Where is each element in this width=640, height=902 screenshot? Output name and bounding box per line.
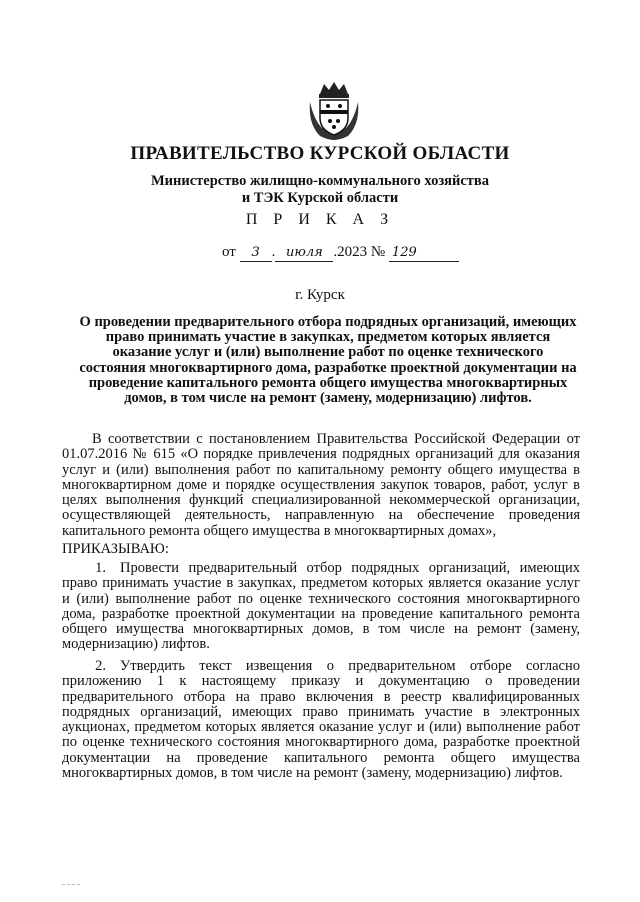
city: г. Курск xyxy=(295,287,345,303)
date-year: .2023 xyxy=(333,244,368,260)
item-text: Провести предварительный отбор подрядных организаций, имеющих право принимать участие в закупках, предметом которых является оказание услуг и (или) выполнение работ по оценке технического состояния многоквартирного дома, разработке проектной документации на проведение капитального ремонта общего имущества многоквартирных домов, в том числе на ремонт (замену, модернизацию) лифтов. xyxy=(62,560,580,653)
date-number-line xyxy=(222,244,459,262)
date-separator: . xyxy=(271,244,276,260)
page-footer-mark xyxy=(62,884,80,885)
handwritten-month: июля xyxy=(275,245,333,262)
document-title: О проведении предварительного отбора подрядных организаций, имеющих право принимать участие в закупках, предметом которых является оказание услуг и (или) выполнение работ по оценке технического состояния многоквартирного дома, разработке проектной документации на проведение капитального ремонта общего имущества многоквартирных домов, в том числе на ремонт (замену, модернизацию) лифтов. xyxy=(79,314,577,407)
order-word: ПРИКАЗЫВАЮ: xyxy=(62,541,169,557)
handwritten-number: 129 xyxy=(389,245,459,262)
item-number: 2. xyxy=(95,658,106,674)
document-type: П Р И К А З xyxy=(245,211,395,228)
government-name: ПРАВИТЕЛЬСТВО КУРСКОЙ ОБЛАСТИ xyxy=(130,143,510,164)
item-text: Утвердить текст извещения о предварительном отборе согласно приложению 1 к настоящему приказу и документацию о проведении предварительного отбора на право включения в реестр квалифицированных подрядных организаций, имеющих право принимать участие в электронных аукционах, предметом которых является оказание услуг и (или) выполнение работ по оценке технического состояния многоквартирного дома, разработке проектной документации на проведение капитального ремонта общего имущества многоквартирных домов, в том числе на ремонт (замену, модернизацию) лифтов. xyxy=(62,658,580,782)
coat-of-arms-icon xyxy=(306,80,362,142)
order-item-1 xyxy=(62,561,580,653)
handwritten-day: 3 xyxy=(240,245,272,262)
item-number: 1. xyxy=(95,560,106,576)
number-label: № xyxy=(370,244,386,260)
ministry-name-line1: Министерство жилищно-коммунального хозяйства xyxy=(151,173,489,189)
ministry-name-line2: и ТЭК Курской области xyxy=(241,190,399,206)
preamble-paragraph: В соответствии с постановлением Правительства Российской Федерации от 01.07.2016 № 615 «О порядке привлечения подрядных организаций для оказания услуг и (или) выполнения работ по капитальному ремонту общего имущества в многоквартирном доме и порядке осуществления закупок товаров, работ, услуг в целях выполнения функций специализированной некоммерческой организации, осуществляющей деятельность, направленную на обеспечение проведения капитального ремонта общего имущества в многоквартирных домах», xyxy=(62,431,580,539)
date-prefix: от xyxy=(222,244,236,260)
order-item-2 xyxy=(62,659,580,781)
